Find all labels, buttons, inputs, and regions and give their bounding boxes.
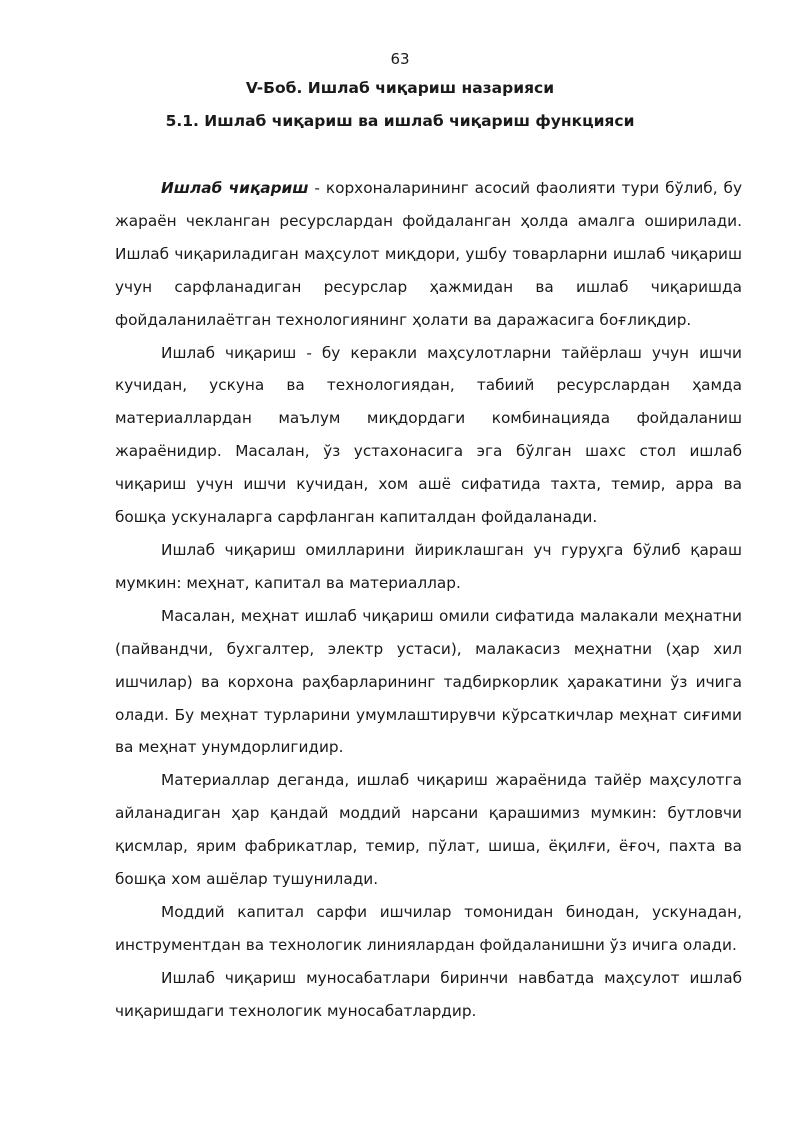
paragraph: Масалан, меҳнат ишлаб чиқариш омили сифатида малакали меҳнатни (пайвандчи, бухгалтер, электр устаси), малакасиз меҳнатни (ҳар хил ишчилар) ва корхона раҳбарларининг тадбиркорлик ҳаракатини ўз ичига олади. Бу меҳнат турларини умумлаштирувчи кўрсаткичлар меҳнат сиғими ва меҳнат унумдорлигидир. bbox=[115, 606, 742, 757]
paragraph: Ишлаб чиқариш - бу керакли маҳсулотларни тайёрлаш учун ишчи кучидан, ускуна ва технологиядан, табиий ресурслардан ҳамда материаллардан маълум миқдордаги комбинацияда фойдаланиш жараёнидир. Масалан, ўз устахонасига эга бўлган шахс стол ишлаб чиқариш учун ишчи кучидан, хом ашё сифатида тахта, темир, арра ва бошқа ускуналарга сарфланган капиталдан фойдаланади. bbox=[115, 343, 742, 527]
paragraph: Ишлаб чиқариш омилларини йириклашган уч гуруҳга бўлиб қараш мумкин: меҳнат, капитал ва материаллар. bbox=[115, 540, 742, 592]
chapter-title: V-Боб. Ишлаб чиқариш назарияси bbox=[245, 79, 555, 97]
paragraph: Материаллар деганда, ишлаб чиқариш жараёнида тайёр маҳсулотга айланадиган ҳар қандай моддий нарсани қарашимиз мумкин: бутловчи қисмлар, ярим фабрикатлар, темир, пўлат, шиша, ёқилғи, ёғоч, пахта ва бошқа хом ашёлар тушунилади. bbox=[115, 771, 742, 889]
section-title: 5.1. Ишлаб чиқариш ва ишлаб чиқариш функцияси bbox=[165, 112, 635, 130]
paragraph-text: - корхоналарининг асосий фаолияти тури бўлиб, бу жараён чекланган ресурслардан фойдаланган ҳолда амалга оширилади. Ишлаб чиқариладиган маҳсулот миқдори, ушбу товарларни ишлаб чиқариш учун сарфланадиган ресурслар ҳажмидан ва ишлаб чиқаришда фойдаланилаётган технологиянинг ҳолати ва даражасига боғлиқдир. bbox=[115, 179, 742, 329]
body-text bbox=[115, 172, 742, 1028]
defined-term: Ишлаб чиқариш bbox=[161, 179, 309, 197]
paragraph-definition bbox=[115, 172, 742, 337]
page-number: 63 bbox=[390, 50, 410, 68]
paragraph: Ишлаб чиқариш муносабатлари биринчи навбатда маҳсулот ишлаб чиқаришдаги технологик муносабатлардир. bbox=[115, 968, 742, 1020]
paragraph: Моддий капитал сарфи ишчилар томонидан бинодан, ускунадан, инструментдан ва технологик линиялардан фойдаланишни ўз ичига олади. bbox=[115, 902, 742, 954]
